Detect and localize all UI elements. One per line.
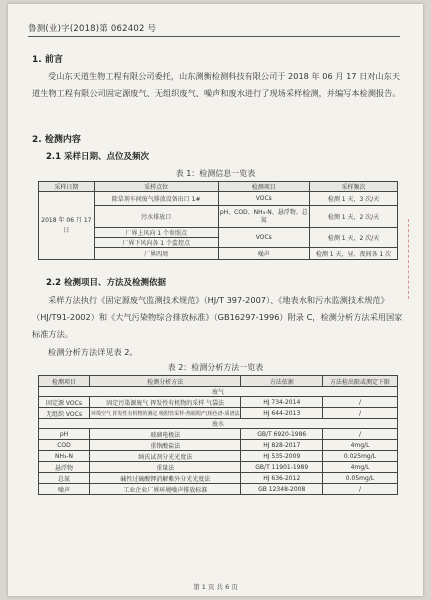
table-row bbox=[39, 462, 398, 473]
group-row-gas: 废气 bbox=[39, 387, 398, 397]
table-cell: 污水排放口 bbox=[94, 206, 218, 228]
sampling-info-table bbox=[38, 181, 398, 260]
table-row bbox=[39, 397, 398, 408]
table-cell: VOCs bbox=[218, 192, 310, 206]
table-cell: 检测 1 天，3 次/天 bbox=[310, 192, 398, 206]
table-cell: GB/T 6920-1986 bbox=[241, 429, 323, 440]
table2-header: 方法依据 bbox=[241, 376, 323, 387]
report-page bbox=[8, 4, 423, 596]
table-cell: 检测 1 天，2 次/天 bbox=[310, 228, 398, 248]
table-cell: COD bbox=[39, 440, 90, 451]
table-cell: / bbox=[323, 408, 398, 419]
preface-paragraph: 受山东天道生物工程有限公司委托，山东测衡检测科技有限公司于 2018 年 06 月 17 日对山东天道生物工程有限公司固定源废气、无组织废气、噪声和废水进行了现场采样检测，并编写本检测报告。 bbox=[32, 71, 401, 98]
table-cell: GB/T 11901-1989 bbox=[241, 462, 323, 473]
table-row bbox=[39, 408, 398, 419]
table-cell: 除草剂车间废气排放设备出口 1# bbox=[94, 192, 218, 206]
page-number: 第 1 页 共 6 页 bbox=[193, 583, 238, 591]
table-cell: 噪声 bbox=[218, 248, 310, 260]
table-cell: 4mg/L bbox=[323, 462, 398, 473]
table-cell: 总氮 bbox=[39, 473, 90, 484]
table-row bbox=[39, 192, 398, 206]
table-cell: 厂界四周 bbox=[94, 248, 218, 260]
table1-header: 检测项目 bbox=[218, 182, 310, 192]
table-row bbox=[39, 484, 398, 495]
table-cell: 固定源 VOCs bbox=[39, 397, 90, 408]
header-rule bbox=[28, 36, 400, 37]
table-row bbox=[39, 451, 398, 462]
table1-caption: 表 1：检测信息一览表 bbox=[175, 169, 256, 178]
table-cell: 工业企业厂界环境噪声排放标准 bbox=[89, 484, 240, 495]
document-number: 鲁测(业)字(2018)第 062402 号 bbox=[28, 24, 157, 34]
table-cell: / bbox=[323, 484, 398, 495]
seam-stamp-mark bbox=[408, 219, 421, 299]
table1-header: 采样点位 bbox=[94, 182, 218, 192]
table1-header: 采样日期 bbox=[39, 182, 95, 192]
table-cell: HJ 734-2014 bbox=[241, 397, 323, 408]
table-cell: HJ 535-2009 bbox=[241, 451, 323, 462]
section-preface-title: 1. 前言 bbox=[32, 55, 63, 65]
table-row bbox=[39, 429, 398, 440]
table-cell: HJ 828-2017 bbox=[241, 440, 323, 451]
table-cell: GB 12348-2008 bbox=[241, 484, 323, 495]
table-cell: 无组织 VOCs bbox=[39, 408, 90, 419]
analysis-method-table bbox=[38, 375, 398, 495]
table-cell: 0.05mg/L bbox=[323, 473, 398, 484]
table-cell: pH bbox=[39, 429, 90, 440]
sampling-date-cell: 2018 年 06 月 17 日 bbox=[39, 192, 95, 260]
table-cell: pH、COD、NH₃-N、悬浮物、总氮 bbox=[218, 206, 310, 228]
table-row bbox=[39, 473, 398, 484]
table-cell: 噪声 bbox=[39, 484, 90, 495]
table-cell: NH₃-N bbox=[39, 451, 90, 462]
methods-note: 检测分析方法详见表 2。 bbox=[48, 347, 138, 357]
table-row bbox=[39, 440, 398, 451]
table-cell: 悬浮物 bbox=[39, 462, 90, 473]
table-cell: 检测 1 天，昼、夜间各 1 次 bbox=[310, 248, 398, 260]
section-content-title: 2. 检测内容 bbox=[32, 135, 81, 145]
table-cell: 重量法 bbox=[89, 462, 240, 473]
table-cell: 检测 1 天，2 次/天 bbox=[310, 206, 398, 228]
table-cell: 厂界上风向 1 个参照点 bbox=[94, 228, 218, 238]
table-cell: 重铬酸盐法 bbox=[89, 440, 240, 451]
subsection-methods-title: 2.2 检测项目、方法及检测依据 bbox=[46, 278, 167, 288]
table2-header: 方法检出限或测定下限 bbox=[323, 376, 398, 387]
table-cell: 4mg/L bbox=[323, 440, 398, 451]
table-cell: 碱性过硫酸钾消解紫外分光光度法 bbox=[89, 473, 240, 484]
table-cell: 纳氏试剂分光光度法 bbox=[89, 451, 240, 462]
subsection-sampling-title: 2.1 采样日期、点位及频次 bbox=[46, 152, 150, 162]
table-cell: 环境空气 挥发性有机物的测定 吸附管采样-热脱附/气相色谱-质谱法 bbox=[89, 408, 240, 419]
table-cell: 固定污染源废气 挥发性有机物的采样 气袋法 bbox=[89, 397, 240, 408]
table-cell: 厂界下风向各 1 个监控点 bbox=[94, 238, 218, 248]
table-cell: / bbox=[323, 397, 398, 408]
group-row-water: 废水 bbox=[39, 419, 398, 429]
table-cell: VOCs bbox=[218, 228, 310, 248]
table-cell: HJ 636-2012 bbox=[241, 473, 323, 484]
table2-header: 检测项目 bbox=[39, 376, 90, 387]
table-cell: 玻璃电极法 bbox=[89, 429, 240, 440]
methods-paragraph: 采样方法执行《固定源废气监测技术规范》（HJ/T 397-2007）、《地表水和污水监测技术规范》（HJ/T91-2002）和《大气污染物综合排放标准》（GB16297-1996）附录 C，检测分析方法采用国家标准方法。 bbox=[32, 295, 403, 339]
table2-header: 检测分析方法 bbox=[89, 376, 240, 387]
table2-caption: 表 2：检测分析方法一览表 bbox=[167, 363, 264, 372]
table-cell: 0.025mg/L bbox=[323, 451, 398, 462]
table1-header: 采样频次 bbox=[310, 182, 398, 192]
table-cell: HJ 644-2013 bbox=[241, 408, 323, 419]
table-cell: / bbox=[323, 429, 398, 440]
